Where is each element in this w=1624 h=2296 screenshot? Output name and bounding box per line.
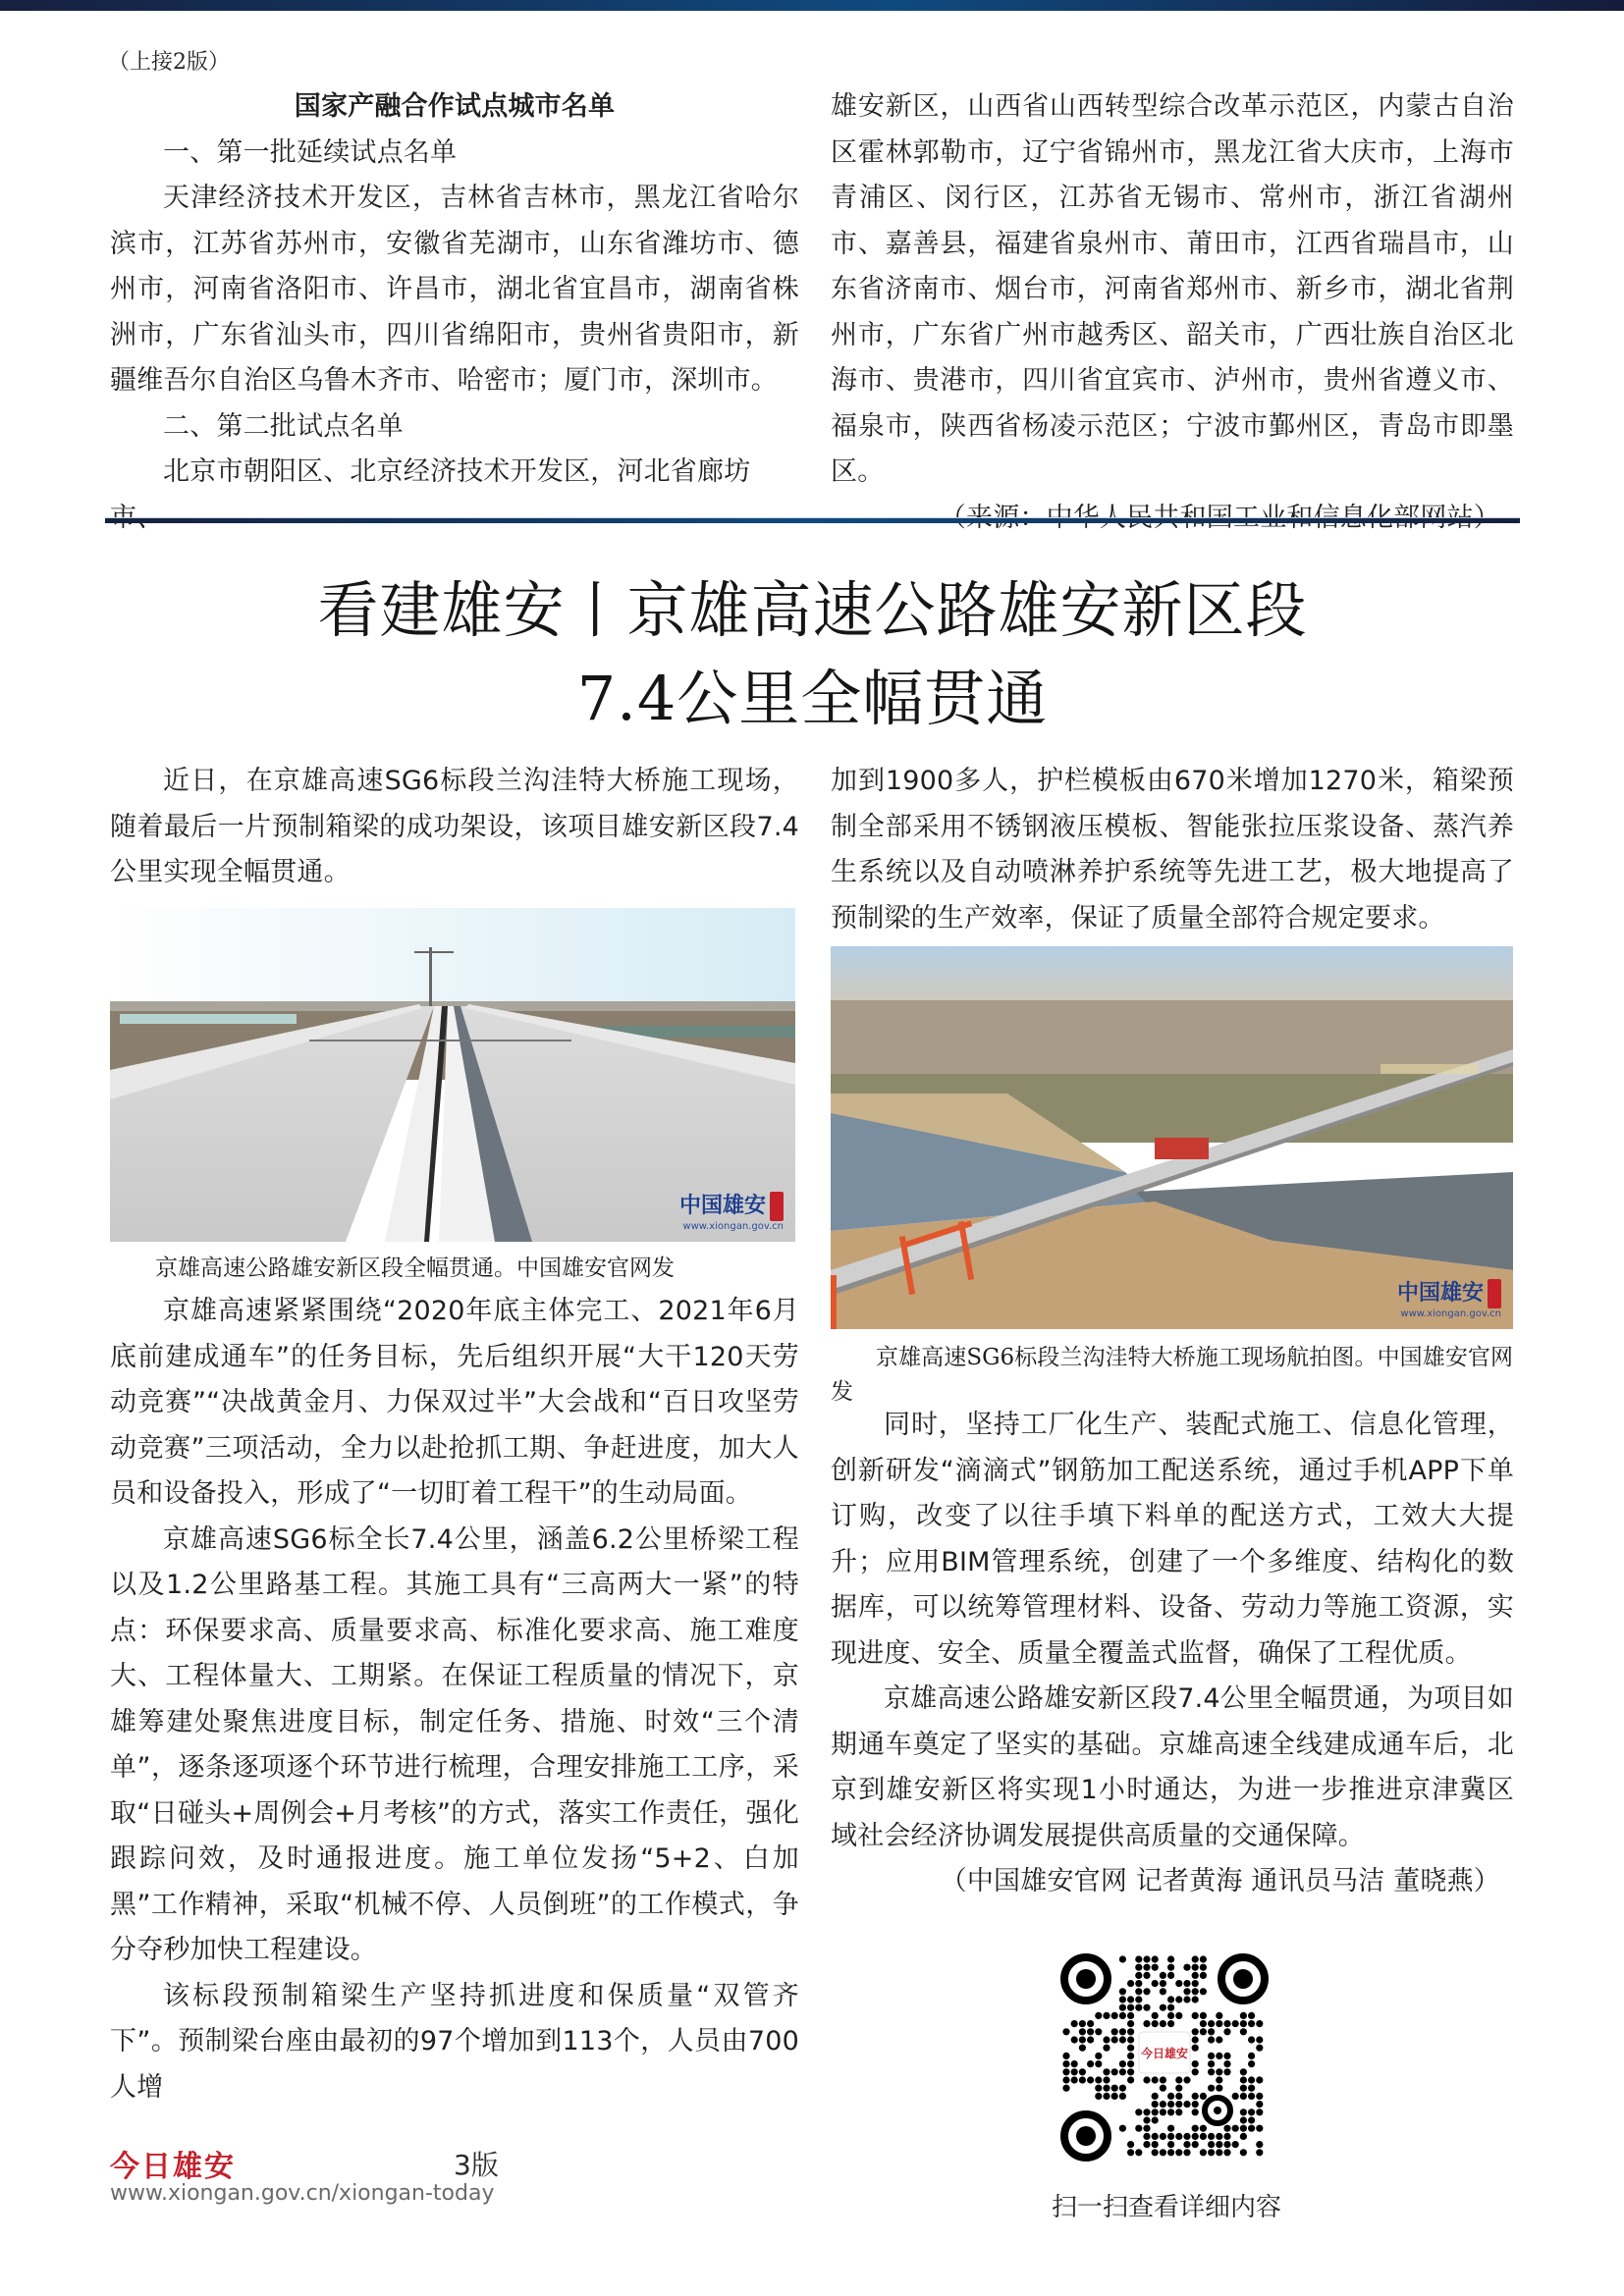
qr-module: [1223, 2141, 1230, 2148]
qr-module: [1183, 2141, 1190, 2148]
qr-module: [1135, 1964, 1142, 1971]
qr-module: [1167, 2020, 1174, 2027]
qr-finder-top-right-icon: [1221, 1957, 1265, 2001]
qr-code-graphic: [1060, 1953, 1269, 2162]
top-banner-bar: [0, 0, 1624, 11]
qr-module: [1143, 1955, 1150, 1962]
qr-module: [1223, 2133, 1230, 2140]
article-right-column: [831, 759, 1514, 941]
qr-module: [1160, 2109, 1166, 2115]
qr-module: [1192, 1980, 1199, 1987]
qr-module: [1071, 2060, 1078, 2067]
article-paragraph-4-continued: 加到1900多人，护栏模板由670米增加1270米，箱梁预制全部采用不锈钢液压模板、智能张拉压浆设备、蒸汽养生系统以及自动喷淋养护系统等先进工艺，极大地提高了预制梁的生产效率，保证了质量全部符合规定要求。: [831, 766, 1514, 934]
qr-module: [1200, 2093, 1207, 2100]
qr-module: [1135, 1980, 1142, 1987]
qr-module: [1248, 2109, 1255, 2115]
publication-url[interactable]: www.xiongan.gov.cn/xiongan-today: [110, 2181, 495, 2206]
qr-module: [1200, 2125, 1207, 2132]
qr-module: [1119, 1996, 1126, 2002]
watermark-seal-icon: [770, 1192, 784, 1221]
qr-module: [1071, 2076, 1078, 2083]
qr-module: [1167, 2093, 1174, 2100]
qr-module: [1152, 2012, 1159, 2019]
qr-module: [1127, 2141, 1134, 2148]
qr-finder-bottom-left-icon: [1064, 2114, 1108, 2158]
qr-module: [1127, 2036, 1134, 2043]
qr-module: [1111, 2036, 1118, 2043]
qr-module: [1200, 1964, 1207, 1971]
qr-module: [1079, 2068, 1086, 2075]
qr-module: [1175, 2101, 1182, 2108]
qr-module: [1240, 2020, 1247, 2027]
qr-module: [1071, 2036, 1078, 2043]
qr-module: [1216, 2085, 1222, 2092]
qr-module: [1192, 1996, 1199, 2002]
qr-module: [1103, 2068, 1110, 2075]
article-paragraph-4: 该标段预制箱梁生产坚持抓进度和保质量“双管齐下”。预制梁台座由最初的97个增加到113个，人员由700人增: [110, 1980, 799, 2103]
qr-module: [1167, 2133, 1174, 2140]
qr-module: [1248, 2093, 1255, 2100]
qr-module: [1079, 2076, 1086, 2083]
qr-module: [1062, 2053, 1069, 2059]
qr-module: [1208, 2133, 1215, 2140]
photo-aerial-bridge: [831, 946, 1513, 1329]
qr-module: [1208, 2060, 1215, 2067]
qr-module: [1208, 2036, 1215, 2043]
qr-module: [1183, 2133, 1190, 2140]
qr-module: [1240, 2093, 1247, 2100]
qr-module: [1256, 2020, 1263, 2027]
qr-finder-top-left-icon: [1064, 1957, 1108, 2001]
qr-module: [1160, 2101, 1166, 2108]
qr-module: [1240, 2149, 1247, 2156]
qr-module: [1135, 2149, 1142, 2156]
qr-module: [1200, 2020, 1207, 2027]
qr-module: [1192, 2109, 1199, 2115]
headline-line-1: 看建雄安丨京雄高速公路雄安新区段: [317, 574, 1308, 646]
qr-module: [1119, 2085, 1126, 2092]
qr-module: [1183, 2076, 1190, 2083]
qr-module: [1183, 1980, 1190, 1987]
qr-module: [1127, 1996, 1134, 2002]
qr-module: [1119, 2125, 1126, 2132]
qr-module: [1216, 2133, 1222, 2140]
qr-module: [1175, 2109, 1182, 2115]
qr-module: [1127, 2045, 1134, 2052]
qr-module: [1119, 2028, 1126, 2035]
qr-module: [1200, 1988, 1207, 1995]
qr-module: [1223, 2068, 1230, 2075]
qr-module: [1192, 1964, 1199, 1971]
qr-module: [1111, 2093, 1118, 2100]
city-list-left-column: [110, 84, 799, 541]
qr-module: [1079, 2045, 1086, 2052]
qr-module: [1135, 1988, 1142, 1995]
qr-module: [1256, 2141, 1263, 2148]
qr-module: [1127, 2060, 1134, 2067]
qr-module: [1111, 2085, 1118, 2092]
qr-module: [1135, 2109, 1142, 2115]
qr-module: [1208, 2028, 1215, 2035]
qr-module: [1240, 2012, 1247, 2019]
qr-module: [1087, 2060, 1094, 2067]
qr-module: [1160, 2149, 1166, 2156]
qr-module: [1192, 2141, 1199, 2148]
photo-1-caption: 京雄高速公路雄安新区段全幅贯通。中国雄安官网发: [155, 1255, 675, 1281]
qr-module: [1208, 2149, 1215, 2156]
qr-module: [1248, 2125, 1255, 2132]
qr-module: [1160, 2085, 1166, 2092]
photo-bridge-deck: [110, 908, 795, 1242]
qr-module: [1183, 2101, 1190, 2108]
qr-module: [1160, 2076, 1166, 2083]
qr-module: [1152, 2109, 1159, 2115]
article-left-column-continued: [110, 1289, 799, 2110]
qr-module: [1111, 2028, 1118, 2035]
qr-module: [1183, 1988, 1190, 1995]
headline-line-2: 7.4公里全幅贯通: [576, 663, 1049, 734]
qr-module: [1119, 2060, 1126, 2067]
qr-module: [1143, 2020, 1150, 2027]
qr-module: [1240, 2076, 1247, 2083]
qr-module: [1160, 2133, 1166, 2140]
qr-module: [1087, 2028, 1094, 2035]
article-paragraph-1: 近日，在京雄高速SG6标段兰沟洼特大桥施工现场，随着最后一片预制箱梁的成功架设，该项目雄安新区段7.4公里实现全幅贯通。: [110, 766, 799, 887]
qr-module: [1152, 2149, 1159, 2156]
qr-module: [1071, 2068, 1078, 2075]
qr-logo-text: 今日雄安: [1140, 2047, 1189, 2060]
qr-module: [1256, 2101, 1263, 2108]
qr-module: [1167, 2004, 1174, 2011]
qr-module: [1079, 2020, 1086, 2027]
qr-code[interactable]: [1060, 1953, 1269, 2162]
qr-module: [1216, 2149, 1222, 2156]
qr-module: [1223, 2149, 1230, 2156]
section2-text-start: 北京市朝阳区、北京经济技术开发区，河北省廊坊: [163, 456, 751, 487]
qr-module: [1200, 1955, 1207, 1962]
qr-module: [1143, 1972, 1150, 1979]
qr-module: [1256, 2093, 1263, 2100]
qr-module: [1175, 2085, 1182, 2092]
qr-module: [1071, 2020, 1078, 2027]
qr-module: [1223, 2053, 1230, 2059]
qr-module: [1208, 2068, 1215, 2075]
qr-module: [1248, 2116, 1255, 2123]
qr-module: [1119, 1988, 1126, 1995]
qr-module: [1240, 2116, 1247, 2123]
qr-module: [1248, 2085, 1255, 2092]
qr-module: [1256, 2109, 1263, 2115]
qr-module: [1143, 2141, 1150, 2148]
qr-module: [1175, 2012, 1182, 2019]
qr-module: [1223, 2125, 1230, 2132]
qr-module: [1200, 2133, 1207, 2140]
publication-logo: 今日雄安: [110, 2150, 236, 2184]
qr-module: [1095, 2053, 1102, 2059]
qr-module: [1256, 2125, 1263, 2132]
qr-module: [1248, 2076, 1255, 2083]
qr-module: [1079, 2036, 1086, 2043]
qr-module: [1223, 2028, 1230, 2035]
article-paragraph-2: 京雄高速紧紧围绕“2020年底主体完工、2021年6月底前建成通车”的任务目标，先后组织开展“大干120天劳动竞赛”“决战黄金月、力保双过半”大会战和“百日攻坚劳动竞赛”三项活动，全力以赴抢抓工期、争赶进度，加大人员和设备投入，形成了“一切盯着工程干”的生动局面。: [110, 1296, 799, 1509]
qr-module: [1095, 2076, 1102, 2083]
qr-module: [1143, 2076, 1150, 2083]
qr-module: [1160, 1972, 1166, 1979]
qr-module: [1119, 1955, 1126, 1962]
continued-from-page-note: （上接2版）: [108, 50, 230, 75]
qr-module: [1167, 1964, 1174, 1971]
qr-module: [1183, 2149, 1190, 2156]
watermark-seal-icon: [1488, 1279, 1501, 1308]
qr-module: [1232, 2125, 1239, 2132]
qr-module: [1087, 2076, 1094, 2083]
qr-module: [1192, 2125, 1199, 2132]
qr-module: [1079, 2028, 1086, 2035]
qr-module: [1160, 1988, 1166, 1995]
qr-module: [1127, 2068, 1134, 2075]
section1-text: 天津经济技术开发区，吉林省吉林市，黑龙江省哈尔滨市，江苏省苏州市，安徽省芜湖市，山东省潍坊市、德州市，河南省洛阳市、许昌市，湖北省宜昌市，湖南省株洲市，广东省汕头市，四川省绵阳市，贵州省贵阳市，新疆维吾尔自治区乌鲁木齐市、哈密市；厦门市，深圳市。: [110, 183, 799, 396]
qr-module: [1256, 2045, 1263, 2052]
qr-module: [1248, 2012, 1255, 2019]
qr-module: [1152, 1964, 1159, 1971]
qr-module: [1103, 2085, 1110, 2092]
qr-module: [1095, 2012, 1102, 2019]
qr-module: [1175, 2093, 1182, 2100]
qr-module: [1135, 1955, 1142, 1962]
qr-module: [1103, 2036, 1110, 2043]
qr-module: [1152, 2101, 1159, 2108]
qr-module: [1183, 1996, 1190, 2002]
qr-module: [1062, 2068, 1069, 2075]
qr-module: [1256, 2076, 1263, 2083]
qr-module: [1175, 1980, 1182, 1987]
qr-module: [1175, 2133, 1182, 2140]
city-list-right-column: [831, 84, 1514, 541]
qr-module: [1208, 2020, 1215, 2027]
qr-module: [1192, 2101, 1199, 2108]
article-right-column-continued: [831, 1403, 1514, 1905]
qr-module: [1135, 1996, 1142, 2002]
qr-module: [1208, 2141, 1215, 2148]
qr-module: [1152, 2141, 1159, 2148]
qr-module: [1200, 1972, 1207, 1979]
qr-module: [1127, 2076, 1134, 2083]
qr-module: [1111, 2012, 1118, 2019]
qr-module: [1192, 2060, 1199, 2067]
qr-module: [1167, 2012, 1174, 2019]
qr-module: [1152, 2020, 1159, 2027]
qr-module: [1152, 2133, 1159, 2140]
qr-module: [1143, 1964, 1150, 1971]
qr-module: [1062, 2076, 1069, 2083]
qr-module: [1135, 1972, 1142, 1979]
qr-caption: 扫一扫查看详细内容: [1051, 2193, 1281, 2222]
qr-module: [1240, 2028, 1247, 2035]
qr-module: [1103, 2012, 1110, 2019]
qr-module: [1192, 2093, 1199, 2100]
qr-module: [1127, 2004, 1134, 2011]
qr-module: [1167, 1996, 1174, 2002]
qr-module: [1103, 2093, 1110, 2100]
qr-module: [1111, 2068, 1118, 2075]
photo-watermark: [1397, 1279, 1501, 1319]
qr-module: [1223, 2020, 1230, 2027]
qr-module: [1103, 2076, 1110, 2083]
qr-module: [1143, 2004, 1150, 2011]
watermark-text: 中国雄安: [1396, 1280, 1484, 1306]
qr-module: [1135, 2125, 1142, 2132]
qr-module: [1062, 2028, 1069, 2035]
aerial-bridge-illustration: [831, 946, 1513, 1329]
qr-module: [1143, 2116, 1150, 2123]
qr-module: [1127, 2012, 1134, 2019]
qr-module: [1216, 2020, 1222, 2027]
qr-module: [1208, 2085, 1215, 2092]
watermark-url: www.xiongan.gov.cn: [1400, 1308, 1501, 1319]
qr-module: [1127, 2028, 1134, 2035]
qr-module: [1160, 2020, 1166, 2027]
qr-module: [1175, 2149, 1182, 2156]
section2-heading: 二、第二批试点名单: [163, 410, 404, 442]
qr-module: [1127, 2053, 1134, 2059]
qr-module: [1152, 1980, 1159, 1987]
section1-heading: 一、第一批延续试点名单: [163, 136, 458, 168]
qr-module: [1240, 2085, 1247, 2092]
qr-module: [1240, 2125, 1247, 2132]
qr-module: [1232, 2141, 1239, 2148]
watermark-text: 中国雄安: [678, 1193, 766, 1218]
photo-2-caption: 京雄高速SG6标段兰沟洼特大桥施工现场航拍图。中国雄安官网发: [831, 1345, 1513, 1405]
qr-module: [1167, 1955, 1174, 1962]
qr-module: [1240, 2068, 1247, 2075]
qr-module: [1192, 2068, 1199, 2075]
qr-module: [1119, 2012, 1126, 2019]
qr-module: [1103, 2045, 1110, 2052]
qr-module: [1216, 2053, 1222, 2059]
article-paragraph-5: 同时，坚持工厂化生产、装配式施工、信息化管理，创新研发“滴滴式”钢筋加工配送系统，通过手机APP下单订购，改变了以往手填下料单的配送方式，工效大大提升；应用BIM管理系统，创建了一个多维度、结构化的数据库，可以统筹管理材料、设备、劳动力等施工资源，实现进度、安全、质量全覆盖式监督，确保了工程优质。: [831, 1410, 1514, 1669]
qr-module: [1167, 2125, 1174, 2132]
qr-module: [1208, 2053, 1215, 2059]
qr-module: [1167, 2101, 1174, 2108]
qr-module: [1087, 2020, 1094, 2027]
qr-module: [1216, 2012, 1222, 2019]
qr-module: [1192, 1988, 1199, 1995]
qr-module: [1216, 2141, 1222, 2148]
qr-module: [1119, 2068, 1126, 2075]
qr-module: [1192, 2045, 1199, 2052]
qr-module: [1095, 2060, 1102, 2067]
qr-module: [1095, 2085, 1102, 2092]
city-list-title: 国家产融合作试点城市名单: [294, 91, 616, 122]
qr-module: [1256, 2149, 1263, 2156]
qr-module: [1152, 2093, 1159, 2100]
qr-module: [1152, 2116, 1159, 2123]
qr-module: [1167, 1972, 1174, 1979]
qr-module: [1062, 2085, 1069, 2092]
qr-module: [1127, 2020, 1134, 2027]
page-number: 3版: [454, 2149, 499, 2181]
qr-module: [1119, 2004, 1126, 2011]
qr-module: [1248, 2053, 1255, 2059]
article-paragraph-6: 京雄高速公路雄安新区段7.4公里全幅贯通，为项目如期通车奠定了坚实的基础。京雄高速全线建成通车后，北京到雄安新区将实现1小时通达，为进一步推进京津冀区域社会经济协调发展提供高质量的交通保障。: [831, 1683, 1514, 1851]
qr-module: [1223, 2060, 1230, 2067]
qr-module: [1200, 2012, 1207, 2019]
qr-module: [1200, 2028, 1207, 2035]
qr-module: [1160, 2004, 1166, 2011]
qr-module: [1192, 2028, 1199, 2035]
qr-module: [1248, 2036, 1255, 2043]
qr-module: [1232, 2093, 1239, 2100]
qr-module: [1167, 2149, 1174, 2156]
qr-module: [1248, 2060, 1255, 2067]
photo-watermark: [679, 1192, 784, 1232]
qr-module: [1216, 2036, 1222, 2043]
qr-alignment-icon: [1205, 2098, 1230, 2123]
qr-module: [1143, 1988, 1150, 1995]
qr-module: [1175, 1996, 1182, 2002]
qr-module: [1143, 2133, 1150, 2140]
qr-module: [1183, 1964, 1190, 1971]
qr-module: [1192, 2036, 1199, 2043]
qr-module: [1200, 2149, 1207, 2156]
qr-module: [1095, 2093, 1102, 2100]
qr-module: [1216, 2076, 1222, 2083]
qr-module: [1152, 1955, 1159, 1962]
qr-module: [1192, 1972, 1199, 1979]
qr-module: [1167, 2109, 1174, 2115]
article-paragraph-3: 京雄高速SG6标全长7.4公里，涵盖6.2公里桥梁工程以及1.2公里路基工程。其施工具有“三高两大一紧”的特点：环保要求高、质量要求高、标准化要求高、施工难度大、工程体量大、工期紧。在保证工程质量的情况下，京雄筹建处聚焦进度目标，制定任务、措施、时效“三个清单”，逐条逐项逐个环节进行梳理，合理安排施工工序，采取“日碰头+周例会+月考核”的方式，落实工作责任，强化跟踪问效，及时通报进度。施工单位发扬“5+2、白加黑”工作精神，采取“机械不停、人员倒班”的工作模式，争分夺秒加快工程建设。: [110, 1523, 799, 1965]
qr-module: [1143, 2125, 1150, 2132]
qr-module: [1192, 2133, 1199, 2140]
qr-module: [1087, 2036, 1094, 2043]
qr-module: [1167, 2141, 1174, 2148]
qr-module: [1095, 2028, 1102, 2035]
qr-module: [1135, 2004, 1142, 2011]
qr-module: [1248, 2020, 1255, 2027]
article-byline: （中国雄安官网 记者黄海 通讯员马洁 董晓燕）: [940, 1866, 1500, 1896]
qr-module: [1119, 2093, 1126, 2100]
qr-module: [1232, 2020, 1239, 2027]
qr-module: [1216, 2068, 1222, 2075]
qr-module: [1127, 2149, 1134, 2156]
qr-module: [1062, 2060, 1069, 2067]
qr-module: [1192, 2012, 1199, 2019]
qr-module: [1152, 2076, 1159, 2083]
watermark-url: www.xiongan.gov.cn: [682, 1221, 784, 1232]
qr-module: [1240, 2109, 1247, 2115]
section2-text-continued: 雄安新区，山西省山西转型综合改革示范区，内蒙古自治区霍林郭勒市，辽宁省锦州市，黑龙江省大庆市，上海市青浦区、闵行区，江苏省无锡市、常州市，浙江省湖州市、嘉善县，福建省泉州市、莆田市，江西省瑞昌市，山东省济南市、烟台市，河南省郑州市、新乡市，湖北省荆州市，广东省广州市越秀区、韶关市，广西壮族自治区北海市、贵港市，四川省宜宾市、泸州市，贵州省遵义市、福泉市，陕西省杨凌示范区；宁波市鄞州区，青岛市即墨区。: [831, 91, 1514, 487]
qr-module: [1175, 2076, 1182, 2083]
qr-module: [1256, 2036, 1263, 2043]
qr-module: [1240, 2133, 1247, 2140]
qr-module: [1192, 1955, 1199, 1962]
qr-module: [1143, 2109, 1150, 2115]
section-divider: [105, 517, 1520, 523]
qr-module: [1119, 2036, 1126, 2043]
qr-module: [1160, 1980, 1166, 1987]
qr-module: [1127, 1980, 1134, 1987]
article-left-column: [110, 759, 799, 896]
